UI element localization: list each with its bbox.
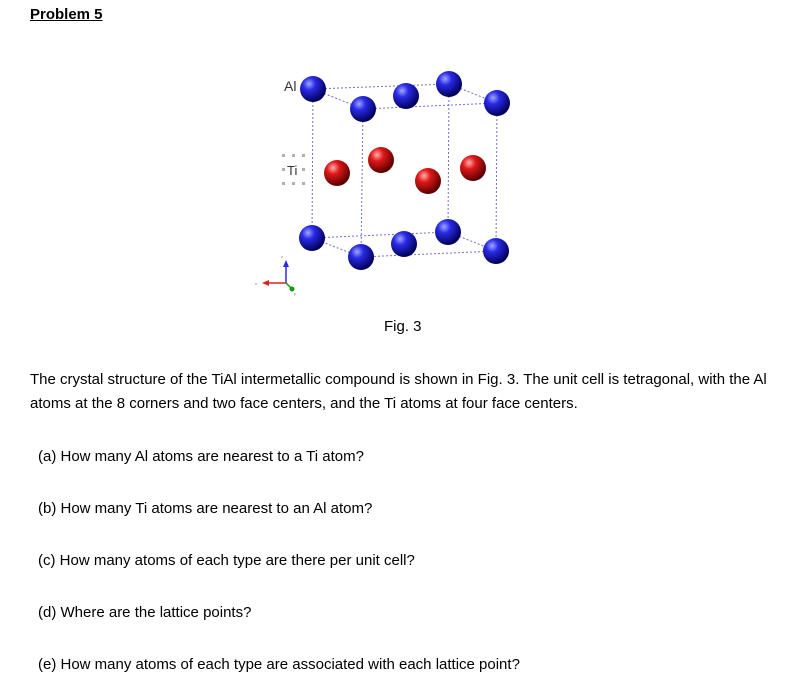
al-atom [436, 71, 462, 97]
problem-description: The crystal structure of the TiAl intermetallic compound is shown in Fig. 3. The unit cell is tetragonal, with the Al atoms at the 8 corners and two face centers, and the Ti atoms at four face centers. [30, 371, 767, 412]
al-atom [300, 76, 326, 102]
ti-atom [460, 155, 486, 181]
crystal-structure-figure [0, 0, 797, 340]
question-d: (d) Where are the lattice points? [38, 604, 252, 621]
problem-title: Problem 5 [30, 6, 103, 23]
al-atom [393, 83, 419, 109]
axis-z-label: z [281, 254, 283, 259]
axis-y-label: y [294, 291, 296, 296]
al-atom [483, 238, 509, 264]
axis-triad [255, 254, 296, 296]
question-c: (c) How many atoms of each type are there per unit cell? [38, 552, 415, 569]
question-e: (e) How many atoms of each type are associated with each lattice point? [38, 656, 520, 673]
al-atom [391, 231, 417, 257]
axis-x-label: x [255, 281, 257, 286]
question-a: (a) How many Al atoms are nearest to a Ti atom? [38, 448, 364, 465]
al-atom [348, 244, 374, 270]
al-atom [299, 225, 325, 251]
ti-atoms [324, 147, 486, 194]
question-b: (b) How many Ti atoms are nearest to an Al atom? [38, 500, 373, 517]
legend-al-label: Al [284, 78, 297, 94]
ti-atom [415, 168, 441, 194]
figure-caption: Fig. 3 [384, 318, 422, 335]
legend-ti-label: Ti [287, 163, 298, 178]
al-atom [350, 96, 376, 122]
al-atom [484, 90, 510, 116]
ti-atom [368, 147, 394, 173]
ti-atom [324, 160, 350, 186]
al-atom [435, 219, 461, 245]
